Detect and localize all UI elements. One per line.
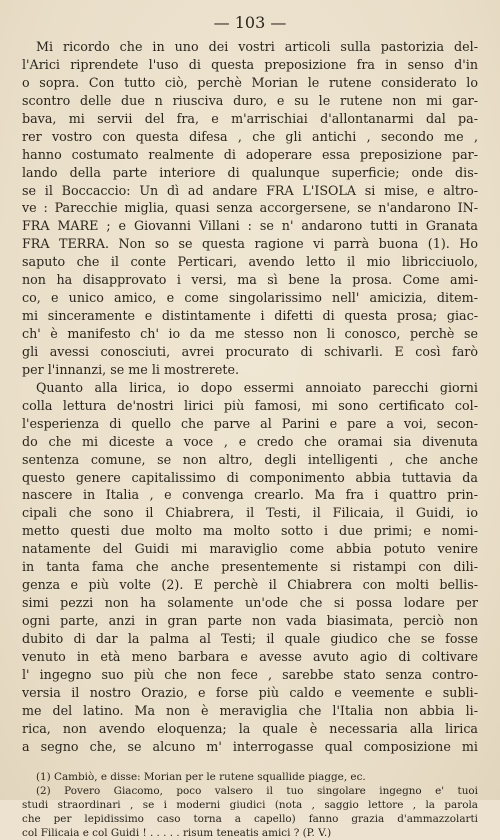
text-line: lando della parte interiore di qualunque superficie; onde dis- (22, 164, 478, 180)
text-line: Mi ricordo che in uno dei vostri articoli sulla pastorizia del- (36, 39, 478, 54)
notes-separator (22, 756, 478, 770)
text-line: sentenza comune, se non altro, degli intelligenti , che anche (22, 451, 478, 467)
text-line: per l'innanzi, se me li mostrerete. (22, 361, 240, 377)
footnote-line: studi straordinari , se i moderni giudici (nota , saggio lettore , la parola (22, 798, 478, 811)
text-line: questo genere capitalissimo di componimento abbia tuttavia da (22, 469, 478, 485)
text-line: nascere in Italia , e convenga crearlo. Ma fra i quattro prin- (22, 487, 478, 503)
text-line: me del latino. Ma non è meraviglia che l'Italia non abbia li- (22, 702, 478, 718)
text-line: o sopra. Con tutto ciò, perchè Morian le rutene considerato lo (22, 74, 478, 90)
text-line: venuto in età meno barbara e avesse avuto agio di coltivare (22, 648, 478, 664)
page-number: — 103 — (213, 13, 287, 32)
text-line: l' ingegno suo più che non fece , sarebbe stato senza contro- (22, 666, 478, 682)
text-line: ch' è manifesto ch' io da me stesso non li conosco, perchè se (22, 326, 478, 341)
text-line: l'Arici riprendete l'uso di questa preposizione fra in senso d'in (22, 56, 478, 72)
text-line: dubito di dar la palma al Testi; il quale giudico che se fosse (22, 630, 478, 646)
text-line: FRA TERRA. Non so se questa ragione vi parrà buona (1). Ho (22, 236, 478, 252)
text-line: natamente del Guidi mi maraviglio come abbia potuto venire (22, 541, 478, 557)
text-line: colla lettura de'nostri lirici più famosi, mi sono certificato col- (22, 397, 478, 413)
text-line: bava, mi servii del fra, e m'arrischiai d'allontanarmi dal pa- (22, 110, 478, 126)
footnote-line: (2) Povero Giacomo, poco valsero il tuo singolare ingegno e' tuoi (36, 784, 478, 797)
text-line: a segno che, se alcuno m' interrogasse qual composizione mi (22, 738, 478, 754)
footnote-line: (1) Cambiò, e disse: Morian per le rutene squallide piagge, ec. (36, 770, 366, 783)
footnote-line: col Filicaia e col Guidi ! . . . . . risum teneatis amici ? (P. V.) (22, 826, 332, 839)
text-line: scontro delle due n riusciva duro, e su le rutene non mi gar- (22, 92, 478, 108)
text-line: saputo che il conte Perticari, avendo letto il mio libricciuolo, (22, 254, 478, 270)
text-line: gli avessi conosciuti, avrei procurato di schivarli. E così farò (22, 343, 478, 359)
text-line: ve : Parecchie miglia, quasi senza accorgersene, se n'andarono IN- (22, 200, 478, 216)
footnote-line: che per lepidissimo caso torna a capello) fanno grazia d'ammazzolarti (22, 812, 478, 825)
text-line: genza e più volte (2). E perchè il Chiabrera con molti bellis- (22, 577, 478, 593)
text-line: hanno costumato realmente di adoperare essa preposizione par- (22, 146, 478, 162)
text-line: ogni parte, anzi in gran parte non vada biasimata, perciò non (22, 613, 478, 628)
text-line: rica, non avendo eloquenza; la quale è necessaria alla lirica (22, 720, 478, 736)
text-line: l'esperienza di quello che parve al Parini e pare a voi, secon- (22, 415, 478, 431)
text-line: non ha disapprovato i versi, ma sì bene la prosa. Come ami- (22, 272, 478, 288)
text-line: in tanta fama che anche presentemente si ristampi con dili- (22, 559, 478, 575)
text-line: metto questi due molto ma molto sotto i due primi; e nomi- (22, 523, 478, 539)
footnotes (22, 770, 478, 840)
text-line: co, e unico amico, e come singolarissimo nell' amicizia, ditem- (22, 290, 478, 306)
text-line: FRA MARE ; e Giovanni Villani : se n' andarono tutti in Granata (22, 218, 478, 234)
text-line: Quanto alla lirica, io dopo essermi annoiato parecchi giorni (36, 379, 478, 395)
text-line: cipali che sono il Chiabrera, il Testi, il Filicaia, il Guidi, io (22, 505, 478, 521)
text-line: rer vostro con questa difesa , che gli antichi , secondo me , (22, 128, 478, 144)
text-line: se il Boccaccio: Un dì ad andare FRA L'ISOLA si mise, e altro- (22, 182, 478, 198)
text-line: simi pezzi non ha solamente un'ode che si possa lodare per (22, 595, 478, 611)
body-text (22, 38, 478, 756)
text-line: do che mi diceste a voce , e credo che oramai sia divenuta (22, 433, 478, 449)
text-line: mi sinceramente e distintamente i difetti di questa prosa; giac- (22, 308, 478, 324)
text-line: versia il nostro Orazio, e forse più caldo e veemente e subli- (22, 684, 478, 700)
